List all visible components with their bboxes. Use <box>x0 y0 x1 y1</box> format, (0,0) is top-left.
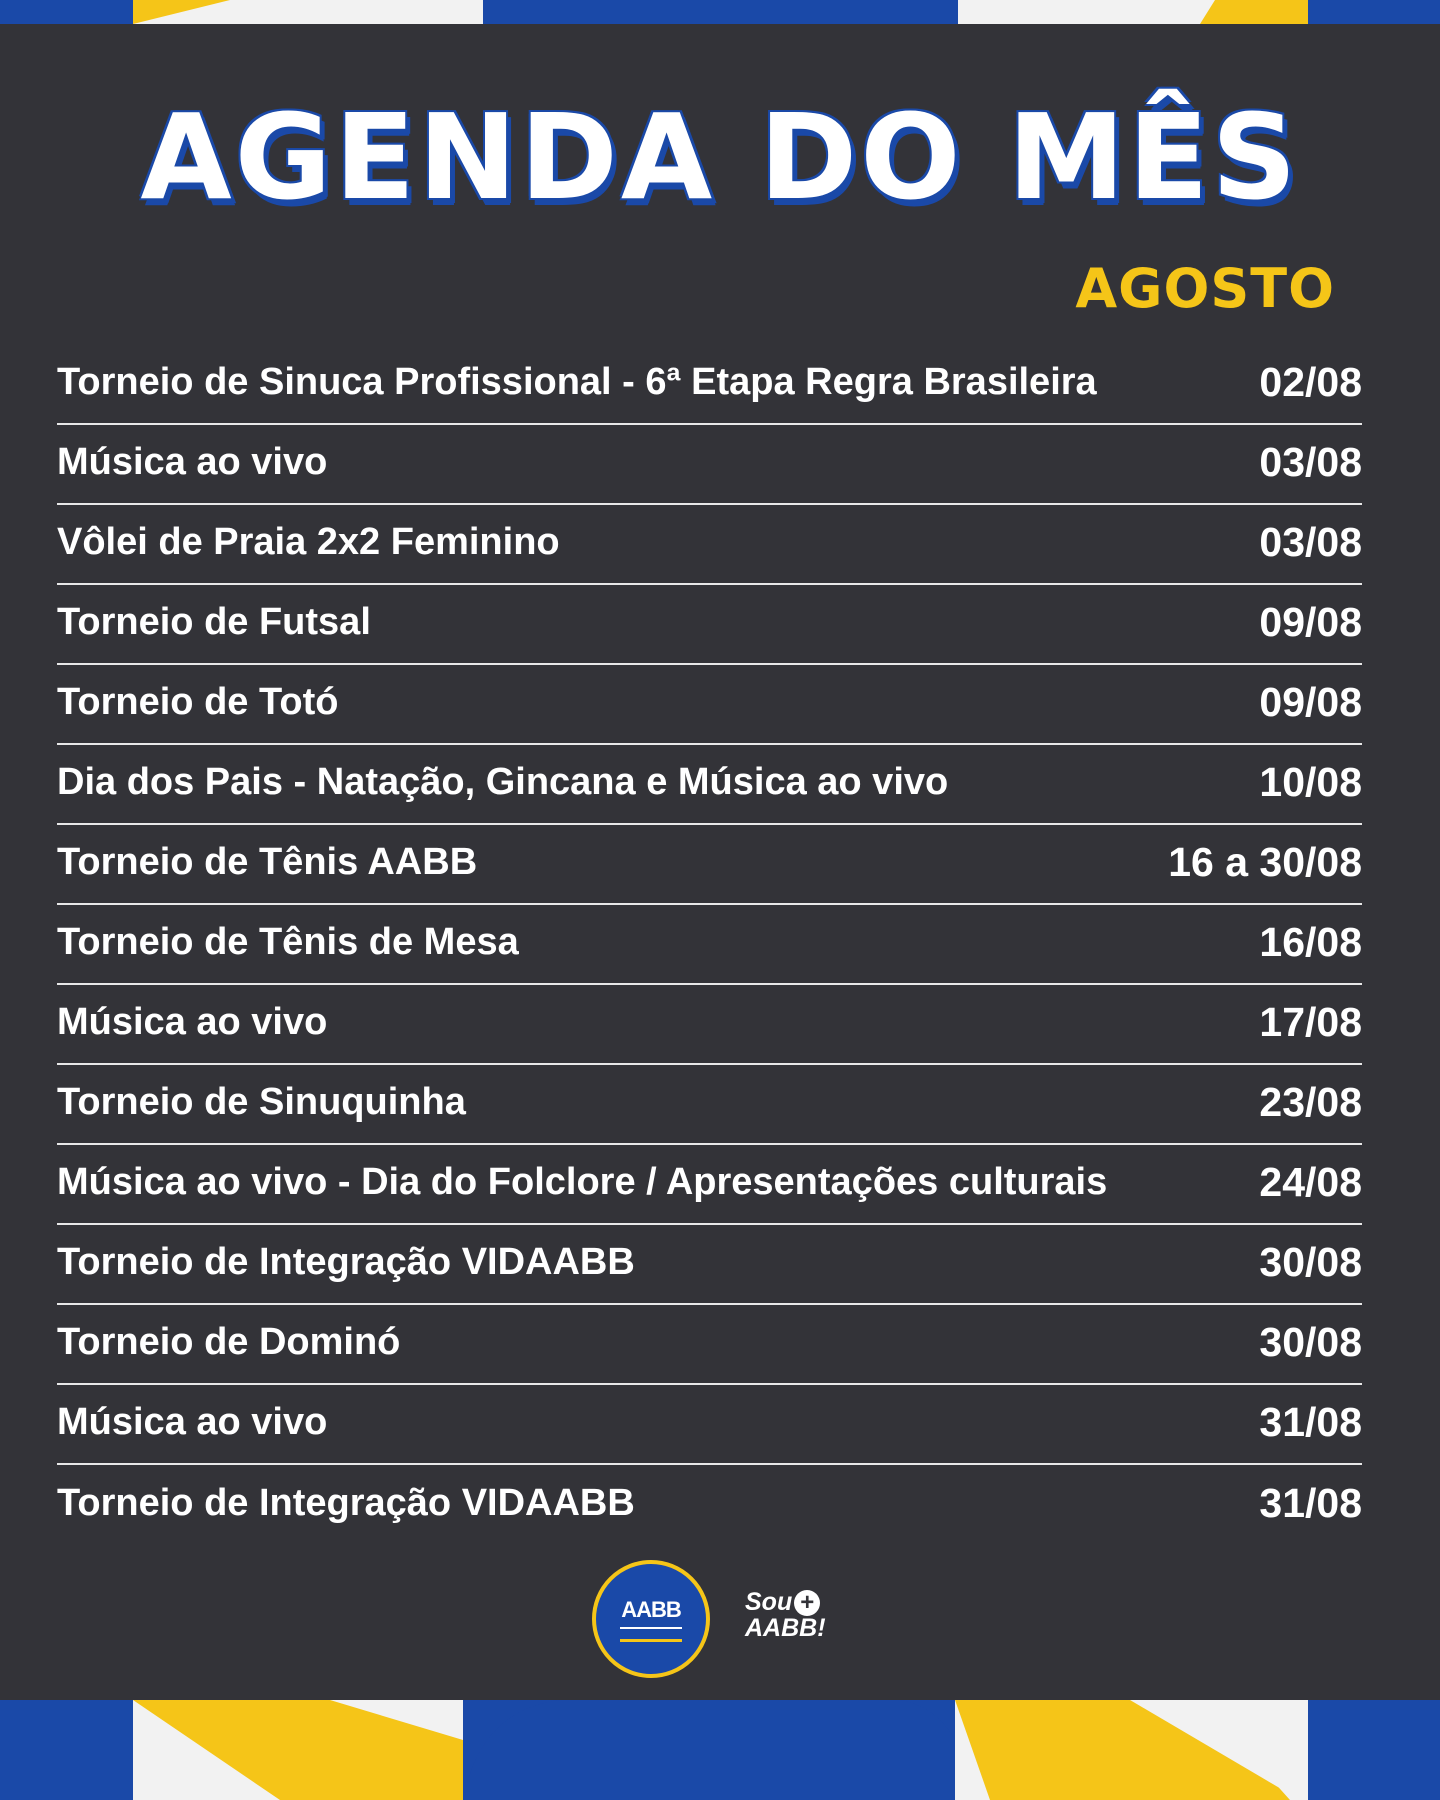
event-date: 03/08 <box>1259 518 1362 565</box>
plus-icon: + <box>794 1590 820 1616</box>
event-name: Dia dos Pais - Natação, Gincana e Música ao vivo <box>57 760 949 803</box>
event-date: 03/08 <box>1259 438 1362 485</box>
event-date: 16/08 <box>1259 918 1362 965</box>
event-row <box>57 505 1362 585</box>
event-row <box>57 345 1362 425</box>
event-date: 16 a 30/08 <box>1168 838 1362 885</box>
event-name: Torneio de Sinuquinha <box>57 1080 466 1123</box>
event-date: 17/08 <box>1259 998 1362 1045</box>
aabb-logo <box>592 1560 710 1678</box>
slogan <box>745 1590 826 1641</box>
event-row <box>57 1465 1362 1545</box>
event-date: 31/08 <box>1259 1398 1362 1445</box>
event-name: Música ao vivo <box>57 1400 328 1443</box>
slogan-line-1: Sou <box>745 1588 793 1616</box>
event-name: Torneio de Tênis de Mesa <box>57 920 519 963</box>
month-label: AGOSTO <box>1075 257 1335 320</box>
slogan-line-2: AABB! <box>745 1614 826 1643</box>
event-date: 30/08 <box>1259 1318 1362 1365</box>
event-row <box>57 825 1362 905</box>
event-row <box>57 1145 1362 1225</box>
event-row <box>57 665 1362 745</box>
event-date: 30/08 <box>1259 1238 1362 1285</box>
logo-stripes <box>620 1627 682 1642</box>
event-date: 02/08 <box>1259 358 1362 405</box>
event-name: Vôlei de Praia 2x2 Feminino <box>57 520 560 563</box>
event-row <box>57 1385 1362 1465</box>
event-row <box>57 745 1362 825</box>
event-name: Torneio de Dominó <box>57 1320 401 1363</box>
event-name: Torneio de Integração VIDAABB <box>57 1481 635 1524</box>
event-name: Torneio de Futsal <box>57 600 371 643</box>
top-decorative-band <box>0 0 1440 24</box>
event-date: 09/08 <box>1259 598 1362 645</box>
event-row <box>57 425 1362 505</box>
footer <box>0 1560 1440 1685</box>
event-row <box>57 1225 1362 1305</box>
event-name: Torneio de Sinuca Profissional - 6ª Etapa Regra Brasileira <box>57 360 1097 403</box>
event-list <box>57 345 1362 1545</box>
event-name: Música ao vivo <box>57 440 328 483</box>
bottom-decorative-band <box>0 1700 1440 1800</box>
event-row <box>57 1305 1362 1385</box>
event-name: Música ao vivo <box>57 1000 328 1043</box>
logo-text: AABB <box>621 1596 681 1622</box>
event-row <box>57 905 1362 985</box>
event-date: 31/08 <box>1259 1479 1362 1526</box>
event-row <box>57 1065 1362 1145</box>
event-row <box>57 585 1362 665</box>
page-title: AGENDA DO MÊS <box>140 88 1300 226</box>
event-date: 10/08 <box>1259 758 1362 805</box>
event-name: Música ao vivo - Dia do Folclore / Apresentações culturais <box>57 1160 1108 1203</box>
event-name: Torneio de Tênis AABB <box>57 840 478 883</box>
event-row <box>57 985 1362 1065</box>
event-date: 09/08 <box>1259 678 1362 725</box>
event-name: Torneio de Totó <box>57 680 339 723</box>
event-name: Torneio de Integração VIDAABB <box>57 1240 635 1283</box>
event-date: 23/08 <box>1259 1078 1362 1125</box>
event-date: 24/08 <box>1259 1158 1362 1205</box>
